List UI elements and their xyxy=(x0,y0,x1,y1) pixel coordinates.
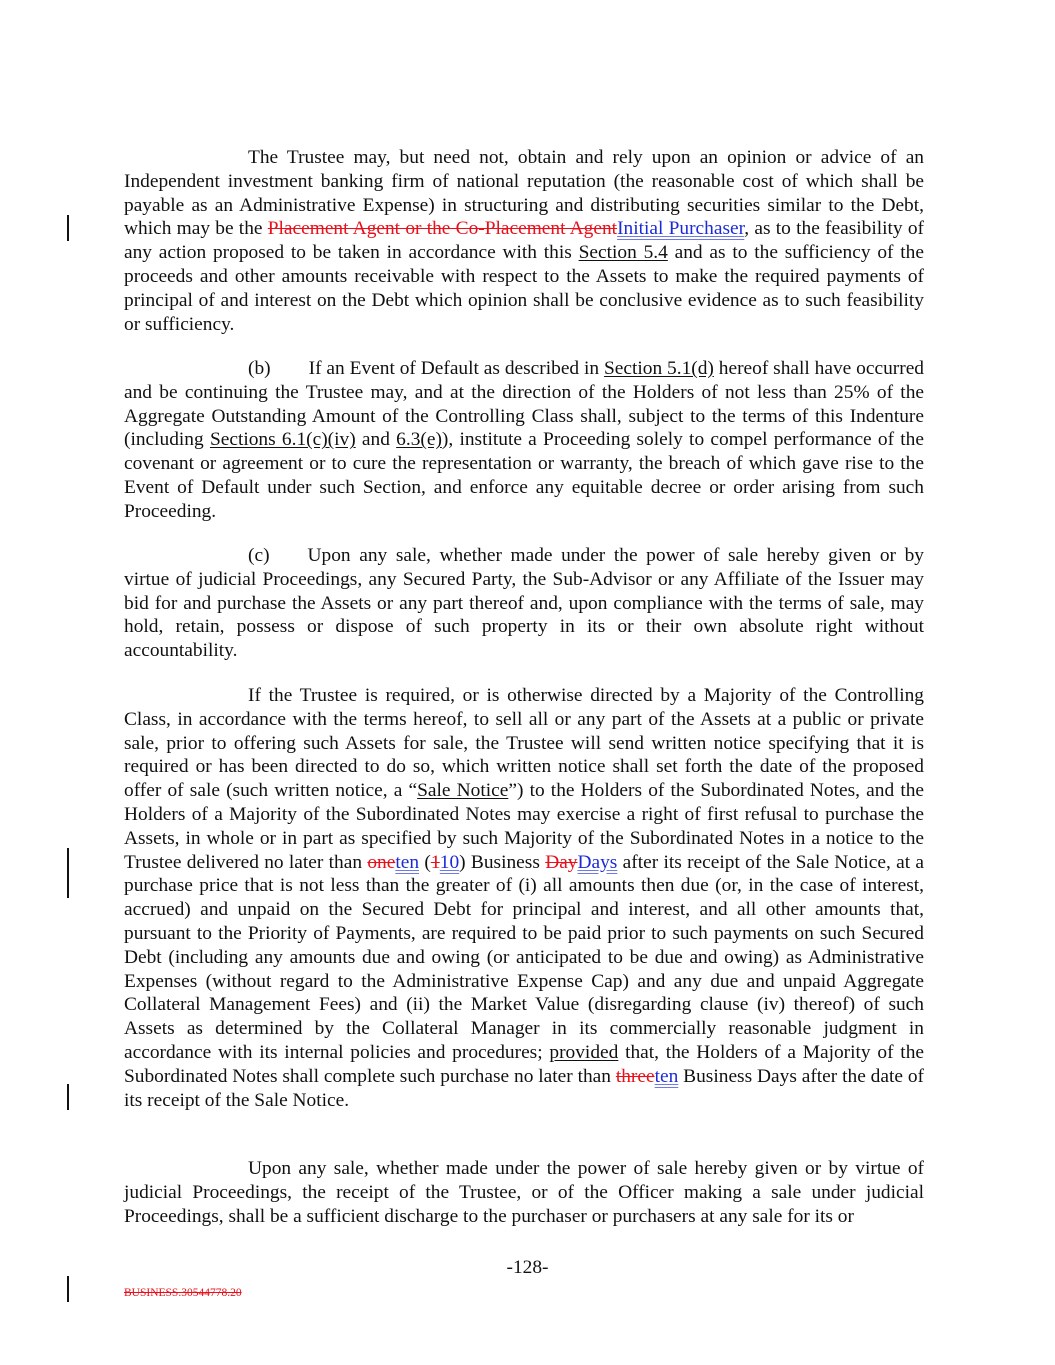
deleted-text: three xyxy=(615,1065,655,1087)
deleted-text: one xyxy=(367,851,396,873)
body-text: hereof shall have occurred and be continuing the Trustee may, and at the direction of the Holders of not less than 25% of the Aggregate Outstanding Amount of the Controlling Class shall, subject to the terms of this Indenture (including xyxy=(124,358,924,451)
paragraph-sale-notice xyxy=(124,684,924,1112)
inserted-text: ten xyxy=(395,851,420,873)
cross-reference: Sale Notice xyxy=(417,780,509,802)
change-bar xyxy=(67,848,69,898)
footer-document-id: BUSINESS.30544778.20 xyxy=(124,1287,242,1299)
body-text: If the Trustee is required, or is otherwise directed by a Majority of the Controlling Class, in accordance with the terms hereof, to sell all or any part of the Assets at a public or private sale, prior to offering such Assets for sale, the Trustee will send written notice specifying that it is required or has been directed to do so, which written notice shall set forth the date of the proposed offer of sale (such written notice, a “ xyxy=(124,685,924,802)
paragraph-trustee-opinion xyxy=(124,146,924,336)
paragraph-b-event-of-default xyxy=(124,357,924,524)
body-text: ”) to the Holders of the Subordinated Notes, and the Holders of a Majority of the Subordinated Notes may exercise a right of first refusal to purchase the Assets, in whole or in part as specified by such Majority of the Subordinated Notes in a notice to the Trustee delivered no later than xyxy=(124,780,925,873)
body-text: Upon any sale, whether made under the power of sale hereby given or by virtue of judicial Proceedings, any Secured Party, the Sub-Advisor or any Affiliate of the Issuer may bid for and purchase the Assets or any part thereof and, upon compliance with the terms of sale, may hold, retain, possess or dispose of such property in its or their own absolute right without accountability. xyxy=(124,545,924,662)
cross-reference: Sections 6.1(c)(iv) xyxy=(209,429,356,451)
clause-label: (c) xyxy=(248,545,270,566)
body-text: Business Days after the date of its receipt of the Sale Notice. xyxy=(124,1065,924,1111)
inserted-text: 10 xyxy=(439,851,460,873)
deleted-text: Day xyxy=(545,851,578,873)
body-text: The Trustee may, but need not, obtain and rely upon an opinion or advice of an Independent investment banking firm of national reputation (the reasonable cost of which shall be payable as an Administrative Expense) in structuring and distributing securities similar to the Debt, which may be the xyxy=(124,147,924,240)
body-text: Upon any sale, whether made under the power of sale hereby given or by virtue of judicial Proceedings, the receipt of the Trustee, or of the Officer making a sale under judicial Proceedings, shall be a sufficient discharge to the purchaser or purchasers at any sale for its or xyxy=(124,1158,924,1227)
cross-reference: Section 5.1(d) xyxy=(603,358,714,379)
body-text: ), institute a Proceeding solely to compel performance of the covenant or agreement or to cure the representation or warranty, the breach of which gave rise to the Event of Default under such Section, and enforce any equitable decree or order arising from such Proceeding. xyxy=(124,429,924,522)
inserted-text: ten xyxy=(654,1065,679,1087)
body-text: ( xyxy=(419,851,431,873)
paragraph-discharge xyxy=(124,1157,924,1228)
change-bar xyxy=(67,1276,69,1302)
inserted-text: Initial Purchaser xyxy=(617,218,745,240)
inserted-text: Days xyxy=(577,851,618,873)
paragraph-c-upon-any-sale xyxy=(124,544,924,663)
body-text: after its receipt of the Sale Notice, at a purchase price that is not less than the greater of (i) all amounts then due (or, in the case of interest, accrued) and unpaid on the Secured Debt for principal and interest, and all other amounts that, pursuant to the Priority of Payments, are required to be paid prior to such payments on such Secured Debt (including any amounts due and owing (or anticipated to be due and owing) as Administrative Expenses (without regard to the Administrative Expense Cap) and any due and unpaid Aggregate Collateral Management Fees) and (ii) the Market Value (disregarding clause (iv) thereof) of such Assets as determined by the Collateral Manager in its commercially reasonable judgment in accordance with its internal policies and procedures; xyxy=(124,851,925,1063)
deleted-text: 1 xyxy=(430,851,440,873)
cross-reference: provided xyxy=(549,1041,619,1063)
body-text: If an Event of Default as described in xyxy=(308,358,604,379)
cross-reference: 6.3(e) xyxy=(396,429,442,451)
change-bar xyxy=(67,215,69,241)
body-text: ) Business xyxy=(459,851,546,873)
body-text: that, the Holders of a Majority of the Subordinated Notes shall complete such purchase no later than xyxy=(124,1041,924,1087)
cross-reference: Section 5.4 xyxy=(578,242,668,264)
change-bar xyxy=(67,1084,69,1110)
clause-label: (b) xyxy=(248,358,271,379)
page-number: -128- xyxy=(506,1257,549,1278)
deleted-text: Placement Agent or the Co-Placement Agent xyxy=(267,218,618,240)
body-text: , as to the feasibility of any action proposed to be taken in accordance with this xyxy=(124,218,924,264)
body-text: and as to the sufficiency of the proceeds and other amounts receivable with respect to the Assets to make the required payments of principal of and interest on the Debt which opinion shall be conclusive evidence as to such feasibility or sufficiency. xyxy=(124,242,924,335)
body-text: and xyxy=(355,429,397,451)
